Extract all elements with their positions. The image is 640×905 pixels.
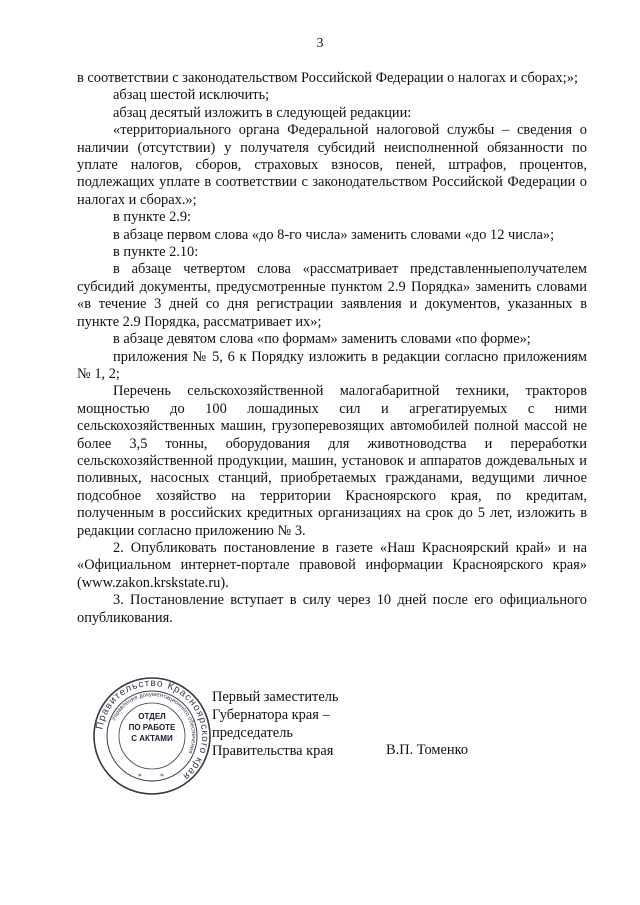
signature-title-line: Правительства края (212, 743, 334, 759)
signature-title-line: Губернатора края – (212, 707, 330, 723)
paragraph: приложения № 5, 6 к Порядку изложить в редакции согласно приложениям № 1, 2; (77, 348, 587, 382)
svg-text:*: * (160, 772, 164, 781)
svg-text:*: * (138, 772, 142, 781)
paragraph: Перечень сельскохозяйственной малогабаритной техники, тракторов мощностью до 100 лошадиных сил и агрегатируемых с ними сельскохозяйственных машин, грузоперевозящих автомобилей полной массой не более 3,5 тонны, оборудования для животноводства и переработки сельскохозяйственной продукции, машин, установок и аппаратов дождевальных и поливных, насосных станций, приобретаемых гражданами, ведущими личное подсобное хозяйство на территории Красноярского края, по кредитам, полученным в российских кредитных организациях на срок до 5 лет, изложить в редакции согласно приложению № 3. (77, 383, 587, 539)
paragraph: в абзаце девятом слова «по формам» заменить словами «по форме»; (113, 331, 531, 348)
stamp-center-text (127, 711, 177, 757)
signer-name: В.П. Томенко (386, 742, 469, 758)
paragraph: 3. Постановление вступает в силу через 10 дней после его официального опубликования. (77, 592, 587, 626)
paragraph: в пункте 2.9: (113, 209, 192, 226)
document-body (77, 70, 587, 627)
signature-title-line: председатель (212, 725, 293, 741)
stamp-center-line: ОТДЕЛ (138, 712, 166, 721)
paragraph: в абзаце четвертом слова «рассматривает представленныеполучателем субсидий документы, предусмотренные пунктом 2.9 Порядка» заменить словами «в течение 3 дней со дня регистрации заявления и документов, указанных в пункте 2.9 Порядка, рассматривает их»; (77, 261, 587, 330)
page-number: 3 (316, 36, 324, 51)
paragraph: абзац десятый изложить в следующей редакции: (113, 104, 412, 121)
paragraph: «территориального органа Федеральной налоговой службы – сведения о наличии (отсутствии) у получателя субсидий неисполненной обязанности по уплате налогов, сборов, страховых взносов, пеней, штрафов, процентов, подлежащих уплате в соответствии с законодательством Российской Федерации о налогах и сборах.»; (77, 122, 587, 208)
paragraph: 2. Опубликовать постановление в газете «Наш Красноярский край» и на «Официальном интернет-портале правовой информации Красноярского края» (www.zakon.krskstate.ru). (77, 539, 587, 591)
paragraph: в соответствии с законодательством Российской Федерации о налогах и сборах;»; (77, 70, 578, 86)
svg-text:Правительство Красноярского кр: Правительство Красноярского края (94, 677, 211, 783)
svg-text:Управление документационного о: Управление документационного обеспечения (111, 691, 197, 755)
paragraph: абзац шестой исключить; (113, 87, 270, 104)
stamp-center-line: ПО РАБОТЕ (128, 723, 176, 732)
paragraph: в пункте 2.10: (113, 244, 199, 261)
signature-block (212, 688, 338, 760)
paragraph: в абзаце первом слова «до 8-го числа» заменить словами «до 12 числа»; (113, 226, 555, 243)
stamp-center-line: С АКТАМИ (131, 734, 173, 743)
signature-title-line: Первый заместитель (212, 689, 339, 705)
